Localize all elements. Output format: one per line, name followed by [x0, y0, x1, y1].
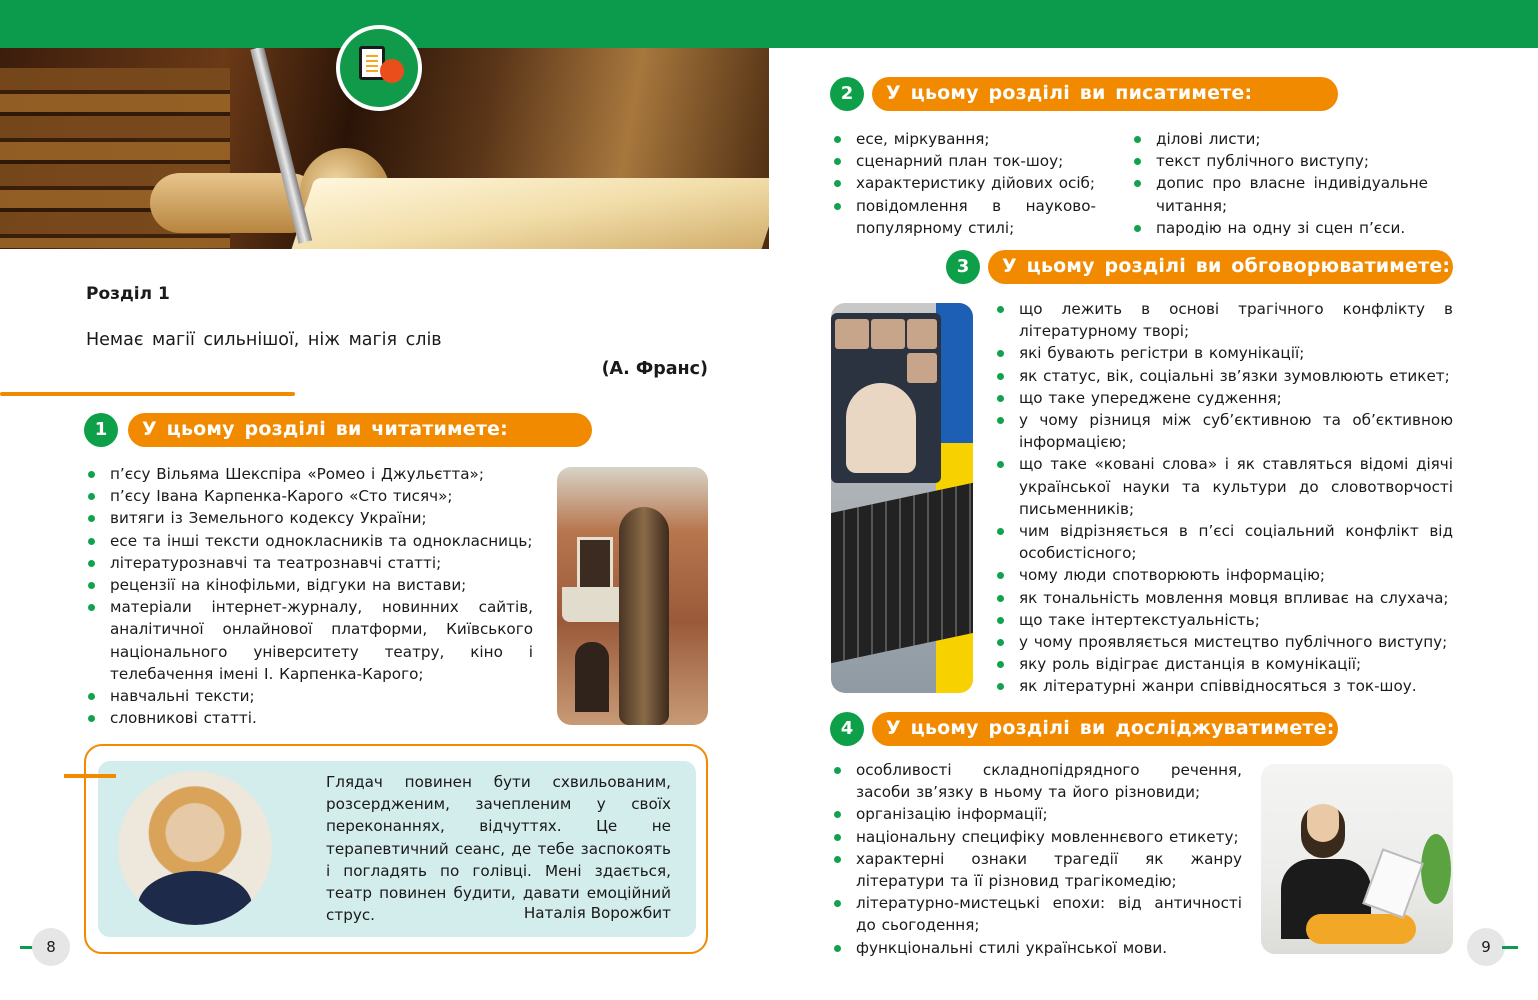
quote-author: Наталія Ворожбит [523, 904, 671, 922]
list-item: характерні ознаки трагедії як жанру літератури та її різновид трагікомедію; [832, 848, 1242, 892]
list-item: сценарний план ток-шоу; [832, 150, 1096, 172]
block3-list [995, 298, 1453, 698]
block1-number-badge: 1 [84, 413, 118, 447]
list-item: що таке «ковані слова» і як ставляться відомі діячі української науки та культури до словотворчості письменників; [995, 453, 1453, 520]
block2-list-right [1132, 128, 1428, 239]
studying-girl-photo [1261, 764, 1453, 954]
list-item: есе та інші тексти однокласників та однокласниць; [86, 530, 533, 552]
top-green-bar [0, 0, 1538, 48]
list-item: п’єсу Івана Карпенка-Карого «Сто тисяч»; [86, 485, 533, 507]
list-item: пародію на одну зі сцен п’єси. [1132, 217, 1428, 239]
block4-title: У цьому розділі ви досліджуватимете: [872, 712, 1338, 746]
list-item: особливості складнопідрядного речення, засоби зв’язку в ньому та його різновиди; [832, 759, 1242, 803]
orange-divider [0, 392, 295, 396]
list-item: літературознавчі та театрознавчі статті; [86, 552, 533, 574]
reading-logo-icon [340, 29, 418, 107]
epigraph-author: (А. Франс) [601, 359, 708, 379]
list-item: що лежить в основі трагічного конфлікту в літературному творі; [995, 298, 1453, 342]
list-item: у чому проявляється мистецтво публічного виступу; [995, 631, 1453, 653]
list-item: що таке інтертекстуальність; [995, 609, 1453, 631]
list-item: функціональні стилі української мови. [832, 937, 1242, 959]
list-item: організацію інформації; [832, 803, 1242, 825]
quote-text: Глядач повинен бути схвильованим, розсердженим, зачепленим у своїх переконаннях, відчуттях. Це не терапевтичний сеанс, де тебе заспокоять і погладять по голівці. Мені здається, театр повинен будити, давати емоційний струс. [326, 773, 671, 925]
list-item: характеристику дійових осіб; [832, 172, 1096, 194]
page-number-dash [1502, 946, 1518, 949]
block4-list [832, 759, 1242, 959]
block3-title: У цьому розділі ви обговорюватимете: [988, 250, 1453, 284]
list-item: як статус, вік, соціальні зв’язки зумовлюють етикет; [995, 365, 1453, 387]
list-item: есе, міркування; [832, 128, 1096, 150]
laptop-video-call-photo [831, 303, 973, 693]
list-item: ділові листи; [1132, 128, 1428, 150]
block4-number-badge: 4 [830, 712, 864, 746]
list-item: яку роль відіграє дистанція в комунікації; [995, 653, 1453, 675]
list-item: повідомлення в науково-популярному стилі; [832, 195, 1096, 239]
list-item: як тональність мовлення мовця впливає на слухача; [995, 587, 1453, 609]
page-number-left: 8 [32, 928, 70, 966]
list-item: літературно-мистецькі епохи: від античності до сьогодення; [832, 892, 1242, 936]
block2-number-badge: 2 [830, 77, 864, 111]
block2-list-left [832, 128, 1096, 239]
list-item: текст публічного виступу; [1132, 150, 1428, 172]
list-item: що таке упереджене судження; [995, 387, 1453, 409]
list-item: п’єсу Вільяма Шекспіра «Ромео і Джульєтта»; [86, 463, 533, 485]
author-portrait [118, 771, 272, 925]
block1-title: У цьому розділі ви читатимете: [128, 413, 592, 447]
list-item: витяги із Земельного кодексу України; [86, 507, 533, 529]
page-number-right: 9 [1467, 928, 1505, 966]
block2-columns [832, 128, 1456, 239]
list-item: рецензії на кінофільми, відгуки на вистави; [86, 574, 533, 596]
list-item: у чому різниця між суб’єктивною та об’єктивною інформацією; [995, 409, 1453, 453]
juliet-statue-photo [557, 467, 708, 725]
section-label: Розділ 1 [86, 284, 170, 304]
epigraph: Немає магії сильнішої, ніж магія слів [86, 330, 442, 350]
list-item: допис про власне індивідуальне читання; [1132, 172, 1428, 216]
list-item: навчальні тексти; [86, 685, 533, 707]
block3-number-badge: 3 [946, 250, 980, 284]
block1-list [86, 463, 533, 729]
list-item: чому люди спотворюють інформацію; [995, 564, 1453, 586]
list-item: які бувають регістри в комунікації; [995, 342, 1453, 364]
list-item: чим відрізняється в п’єсі соціальний конфлікт від особистісного; [995, 520, 1453, 564]
list-item: національну специфіку мовленнєвого етикету; [832, 826, 1242, 848]
list-item: матеріали інтернет-журналу, новинних сайтів, аналітичної онлайнової платформи, Київського національного університету театру, кіно і телебачення імені І. Карпенка-Карого; [86, 596, 533, 685]
list-item: словникові статті. [86, 707, 533, 729]
quote-accent-line [64, 774, 116, 778]
block2-title: У цьому розділі ви писатимете: [872, 77, 1338, 111]
list-item: як літературні жанри співвідносяться з ток-шоу. [995, 675, 1453, 697]
